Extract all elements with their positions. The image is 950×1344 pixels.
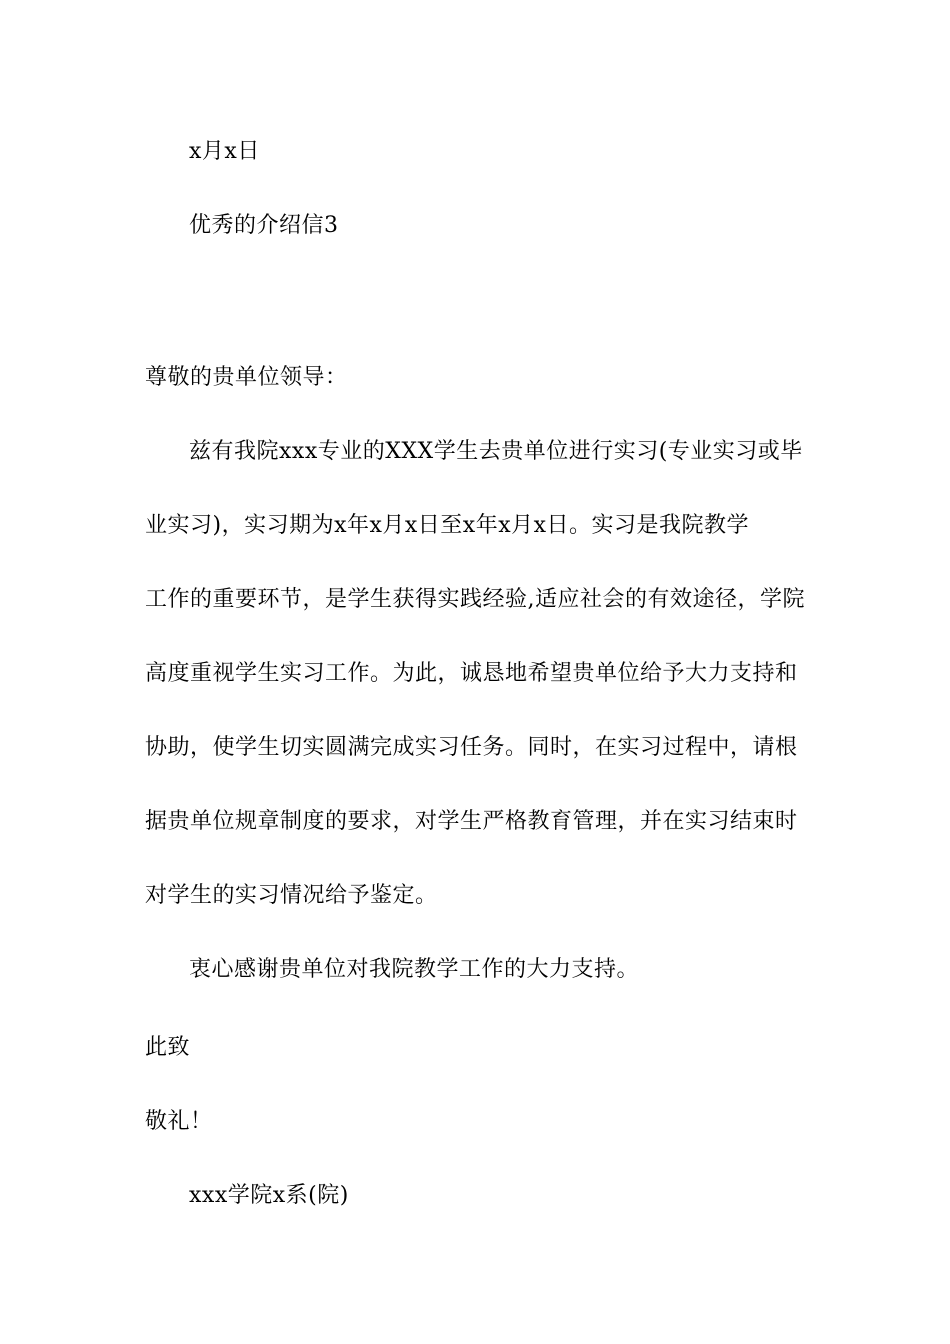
signature-line: xxx学院x系(院) <box>189 1183 349 1208</box>
body-line-3: 工作的重要环节，是学生获得实践经验,适应社会的有效途径，学院 <box>145 587 805 612</box>
body-line-4: 高度重视学生实习工作。为此，诚恳地希望贵单位给予大力支持和 <box>145 661 798 686</box>
thanks-line: 衷心感谢贵单位对我院教学工作的大力支持。 <box>189 957 640 982</box>
body-line-7: 对学生的实习情况给予鉴定。 <box>145 883 438 908</box>
salutation: 尊敬的贵单位领导： <box>145 365 348 390</box>
body-line-5: 协助，使学生切实圆满完成实习任务。同时，在实习过程中，请根 <box>145 735 798 760</box>
body-line-6: 据贵单位规章制度的要求，对学生严格教育管理，并在实习结束时 <box>145 809 798 834</box>
letter-heading: 优秀的介绍信3 <box>189 213 339 238</box>
closing-line-2: 敬礼！ <box>145 1109 213 1134</box>
closing-line-1: 此致 <box>145 1035 191 1060</box>
body-line-2: 业实习)，实习期为x年x月x日至x年x月x日。实习是我院教学 <box>145 513 750 538</box>
date-line: x月x日 <box>189 139 260 164</box>
body-line-1: 兹有我院xxx专业的XXX学生去贵单位进行实习(专业实习或毕 <box>189 439 803 464</box>
